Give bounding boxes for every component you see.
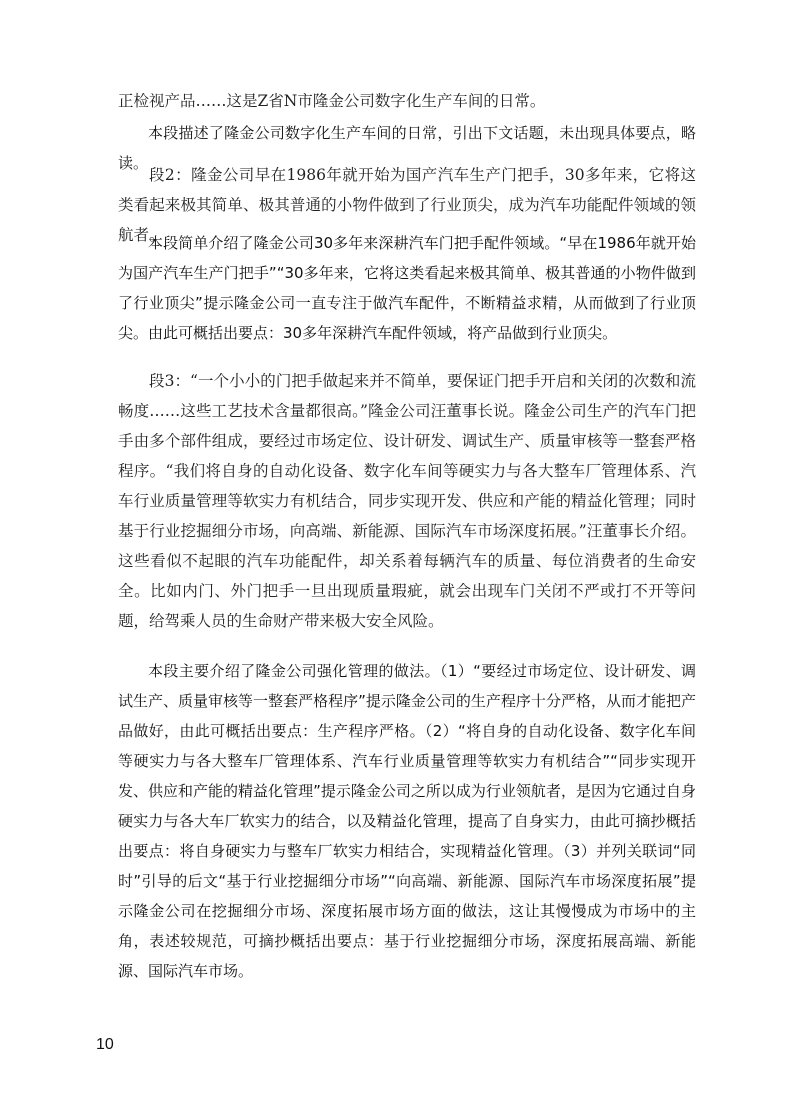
page-number: 10 xyxy=(96,1036,114,1053)
paragraph-analysis-3: 本段主要介绍了隆金公司强化管理的做法。（1）“要经过市场定位、设计研发、调试生产、质量审核等一整套严格程序”提示隆金公司的生产程序十分严格，从而才能把产品做好，由此可概括出要点：生产程序严格。（2）“将自身的自动化设备、数字化车间等硬实力与各大整车厂管理体系、汽车行业质量管理等软实力有机结合”“同步实现开发、供应和产能的精益化管理”提示隆金公司之所以成为行业领航者，是因为它通过自身硬实力与各大车厂软实力的结合，以及精益化管理，提高了自身实力，由此可摘抄概括出要点：将自身硬实力与整车厂软实力相结合，实现精益化管理。（3）并列关联词“同时”引导的后文“基于行业挖掘细分市场”“向高端、新能源、国际汽车市场深度拓展”提示隆金公司在挖掘细分市场、深度拓展市场方面的做法，这让其慢慢成为市场中的主角，表述较规范，可摘抄概括出要点：基于行业挖掘细分市场，深度拓展高端、新能源、国际汽车市场。 xyxy=(118,662,696,980)
paragraph-analysis-1: 本段描述了隆金公司数字化生产车间的日常，引出下文话题，未出现具体要点，略读。 xyxy=(118,124,696,172)
paragraph-section-3: 段3：“一个小小的门把手做起来并不简单，要保证门把手开启和关闭的次数和流畅度……这些工艺技术含量都很高。”隆金公司汪董事长说。隆金公司生产的汽车门把手由多个部件组成，要经过市场定位、设计研发、调试生产、质量审核等一整套严格程序。“我们将自身的自动化设备、数字化车间等硬实力与各大整车厂管理体系、汽车行业质量管理等软实力有机结合，同步实现开发、供应和产能的精益化管理；同时基于行业挖掘细分市场，向高端、新能源、国际汽车市场深度拓展。”汪董事长介绍。这些看似不起眼的汽车功能配件，却关系着每辆汽车的质量、每位消费者的生命安全。比如内门、外门把手一旦出现质量瑕疵，就会出现车门关闭不严或打不开等问题，给驾乘人员的生命财产带来极大安全风险。 xyxy=(118,372,696,630)
paragraph-section-2: 段2：隆金公司早在1986年就开始为国产汽车生产门把手，30多年来，它将这类看起来极其简单、极其普通的小物件做到了行业顶尖，成为汽车功能配件领域的领航者。 xyxy=(118,166,696,244)
paragraph-analysis-2: 本段简单介绍了隆金公司30多年来深耕汽车门把手配件领域。“早在1986年就开始为国产汽车生产门把手”“30多年来，它将这类看起来极其简单、极其普通的小物件做到了行业顶尖”提示隆金公司一直专注于做汽车配件，不断精益求精，从而做到了行业顶尖。由此可概括出要点：30多年深耕汽车配件领域，将产品做到行业顶尖。 xyxy=(118,234,696,342)
paragraph-intro-tail: 正检视产品……这是Z省N市隆金公司数字化生产车间的日常。 xyxy=(118,92,546,110)
